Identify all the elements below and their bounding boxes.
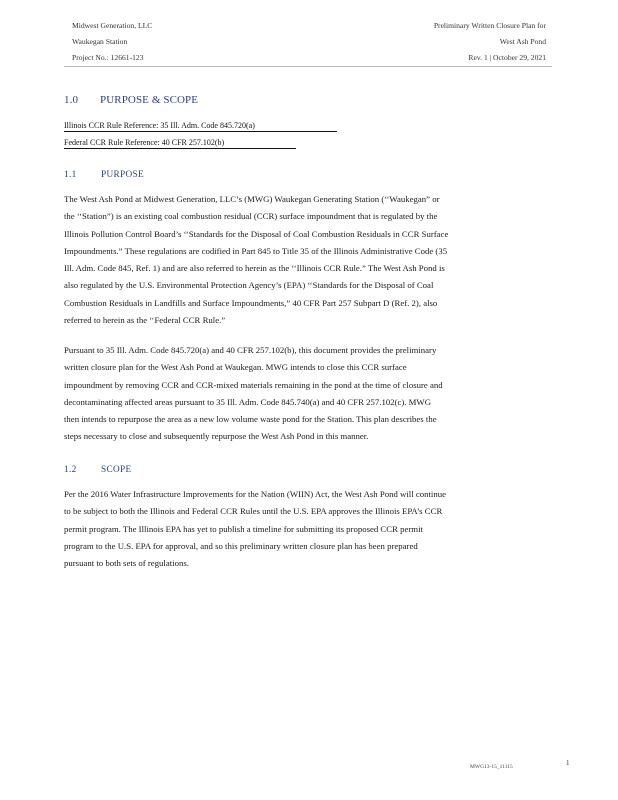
text-line: Impoundments.” These regulations are codified in Part 845 to Title 35 of the Illinois Administrative Code (35 <box>64 245 448 256</box>
scope-heading <box>64 465 131 475</box>
text-line: impoundment by removing CCR and CCR-mixed materials remaining in the pond at the time of closure and <box>64 379 443 390</box>
text-line: program to the U.S. EPA for approval, and so this preliminary written closure plan has been prepared <box>64 540 418 551</box>
footer-document-code: MWG13-15_11115 <box>470 764 513 770</box>
text-line: steps necessary to close and subsequently repurpose the West Ash Pond in this manner. <box>64 431 369 442</box>
text-line: Illinois Pollution Control Board’s ‘‘Standards for the Disposal of Coal Combustion Residuals in CCR Surface <box>64 228 449 239</box>
scope-paragraph <box>64 486 534 572</box>
text-line: Pursuant to 35 Ill. Adm. Code 845.720(a) and 40 CFR 257.102(b), this document provides the preliminary <box>64 345 437 355</box>
text-line: Per the 2016 Water Infrastructure Improvements for the Nation (WIIN) Act, the West Ash Pond will continue <box>64 489 446 499</box>
header-document-subject: West Ash Pond <box>499 37 546 46</box>
text-line: pursuant to both sets of regulations. <box>64 558 189 569</box>
text-line: Combustion Residuals in Landfills and Surface Impoundments,” 40 CFR Part 257 Subpart D (Ref. 2), also <box>64 297 438 308</box>
header-project-number: Project No.: 12661-123 <box>72 53 144 62</box>
purpose-paragraph-2 <box>64 342 534 446</box>
text-line: Ill. Adm. Code 845, Ref. 1) and are also referred to herein as the ‘‘Illinois CCR Rule.” The West Ash Pond is <box>64 263 445 274</box>
purpose-number: 1.1 <box>64 170 77 180</box>
header-station: Waukegan Station <box>72 37 128 46</box>
text-line: to be subject to both the Illinois and Federal CCR Rules until the U.S. EPA approves the Illinois EPA’s CCR <box>64 506 443 517</box>
illinois-rule-reference: Illinois CCR Rule Reference: 35 Ill. Adm. Code 845.720(a) <box>64 121 337 132</box>
text-line: permit program. The Illinois EPA has yet to publish a timeline for submitting its proposed CCR permit <box>64 523 423 534</box>
section-title: PURPOSE & SCOPE <box>100 94 199 106</box>
purpose-heading <box>64 170 144 180</box>
purpose-paragraph-1 <box>64 191 534 329</box>
scope-title: SCOPE <box>101 465 132 475</box>
text-line: decontaminating affected areas pursuant to 35 Ill. Adm. Code 845.740(a) and 40 CFR 257.102(c). MWG <box>64 396 432 407</box>
purpose-title: PURPOSE <box>101 170 144 180</box>
page-number: 1 <box>566 759 570 767</box>
header-company: Midwest Generation, LLC <box>72 21 153 30</box>
section-number: 1.0 <box>64 94 79 106</box>
header-divider <box>64 66 552 67</box>
text-line: then intends to repurpose the area as a new low volume waste pond for the Station. This plan describes the <box>64 414 437 425</box>
header-left <box>72 18 152 66</box>
header-document-title: Preliminary Written Closure Plan for <box>433 21 546 30</box>
header-right <box>434 18 546 66</box>
section-heading <box>64 94 198 106</box>
text-line: also regulated by the U.S. Environmental Protection Agency’s (EPA) ‘‘Standards for the Disposal of Coal <box>64 280 434 291</box>
text-line: The West Ash Pond at Midwest Generation, LLC’s (MWG) Waukegan Generating Station (‘‘Waukegan” or <box>64 194 440 204</box>
text-line: written closure plan for the West Ash Pond at Waukegan. MWG intends to close this CCR surface <box>64 362 407 373</box>
scope-number: 1.2 <box>64 465 77 475</box>
text-line: the ‘‘Station”) is an existing coal combustion residual (CCR) surface impoundment that is regulated by the <box>64 211 438 222</box>
federal-rule-reference: Federal CCR Rule Reference: 40 CFR 257.102(b) <box>64 138 296 149</box>
text-line: referred to herein as the ‘‘Federal CCR Rule.” <box>64 315 226 326</box>
header-revision-date: Rev. 1 | October 29, 2021 <box>468 53 546 62</box>
